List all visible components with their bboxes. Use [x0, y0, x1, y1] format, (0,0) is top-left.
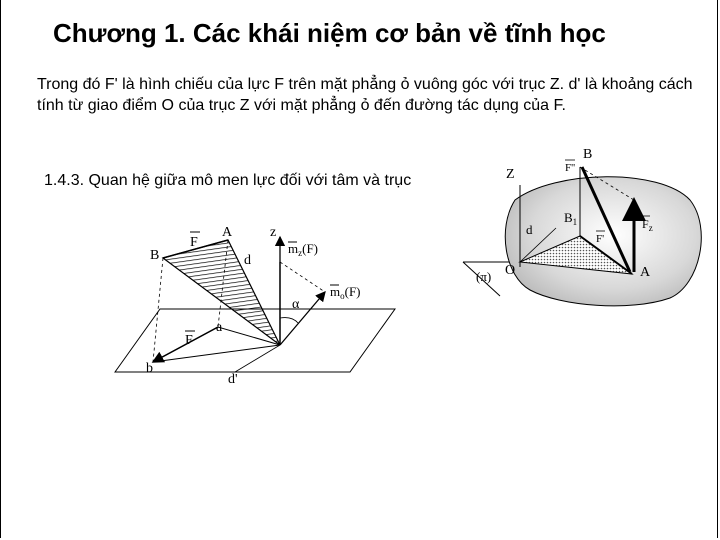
label-B-left: B — [150, 248, 160, 263]
label-A-left: A — [222, 225, 233, 240]
label-d-prime: d' — [228, 372, 238, 387]
label-d-right: d — [526, 222, 533, 237]
label-F-top: F — [190, 235, 198, 250]
label-F-prime-right: F' — [596, 233, 605, 245]
label-Fz: $F_z$ — [642, 217, 653, 233]
label-F-double-prime: F'' — [565, 162, 576, 174]
label-O-right: O — [505, 263, 516, 278]
label-mz: $m_z(F)$ — [288, 241, 319, 258]
label-Z-right: Z — [506, 167, 515, 182]
label-pi: (π) — [476, 269, 492, 284]
section-subheading: 1.4.3. Quan hệ giữa mô men lực đối với tâm và trục — [44, 172, 412, 189]
label-F-bottom: F — [185, 333, 193, 348]
label-B-right: B — [583, 147, 593, 162]
label-b-left: b — [146, 361, 153, 376]
label-alpha: α — [292, 297, 300, 312]
body-paragraph: Trong đó F' là hình chiếu của lực F trên mặt phẳng ỏ vuông góc với trục Z. d' là khoảng cách tính từ giao điểm O của trục Z với mặt phẳng ỏ đến đường tác dụng của F. — [37, 76, 693, 114]
label-a-left: a — [216, 320, 223, 335]
label-mo: $m_o(F)$ — [330, 284, 361, 301]
slide-title: Chương 1. Các khái niệm cơ bản về tĩnh học — [53, 18, 606, 48]
label-z-left: z — [270, 225, 277, 240]
label-d-left: d — [244, 253, 251, 268]
label-B1: $B_1$ — [564, 210, 578, 227]
label-A-right: A — [640, 265, 651, 280]
